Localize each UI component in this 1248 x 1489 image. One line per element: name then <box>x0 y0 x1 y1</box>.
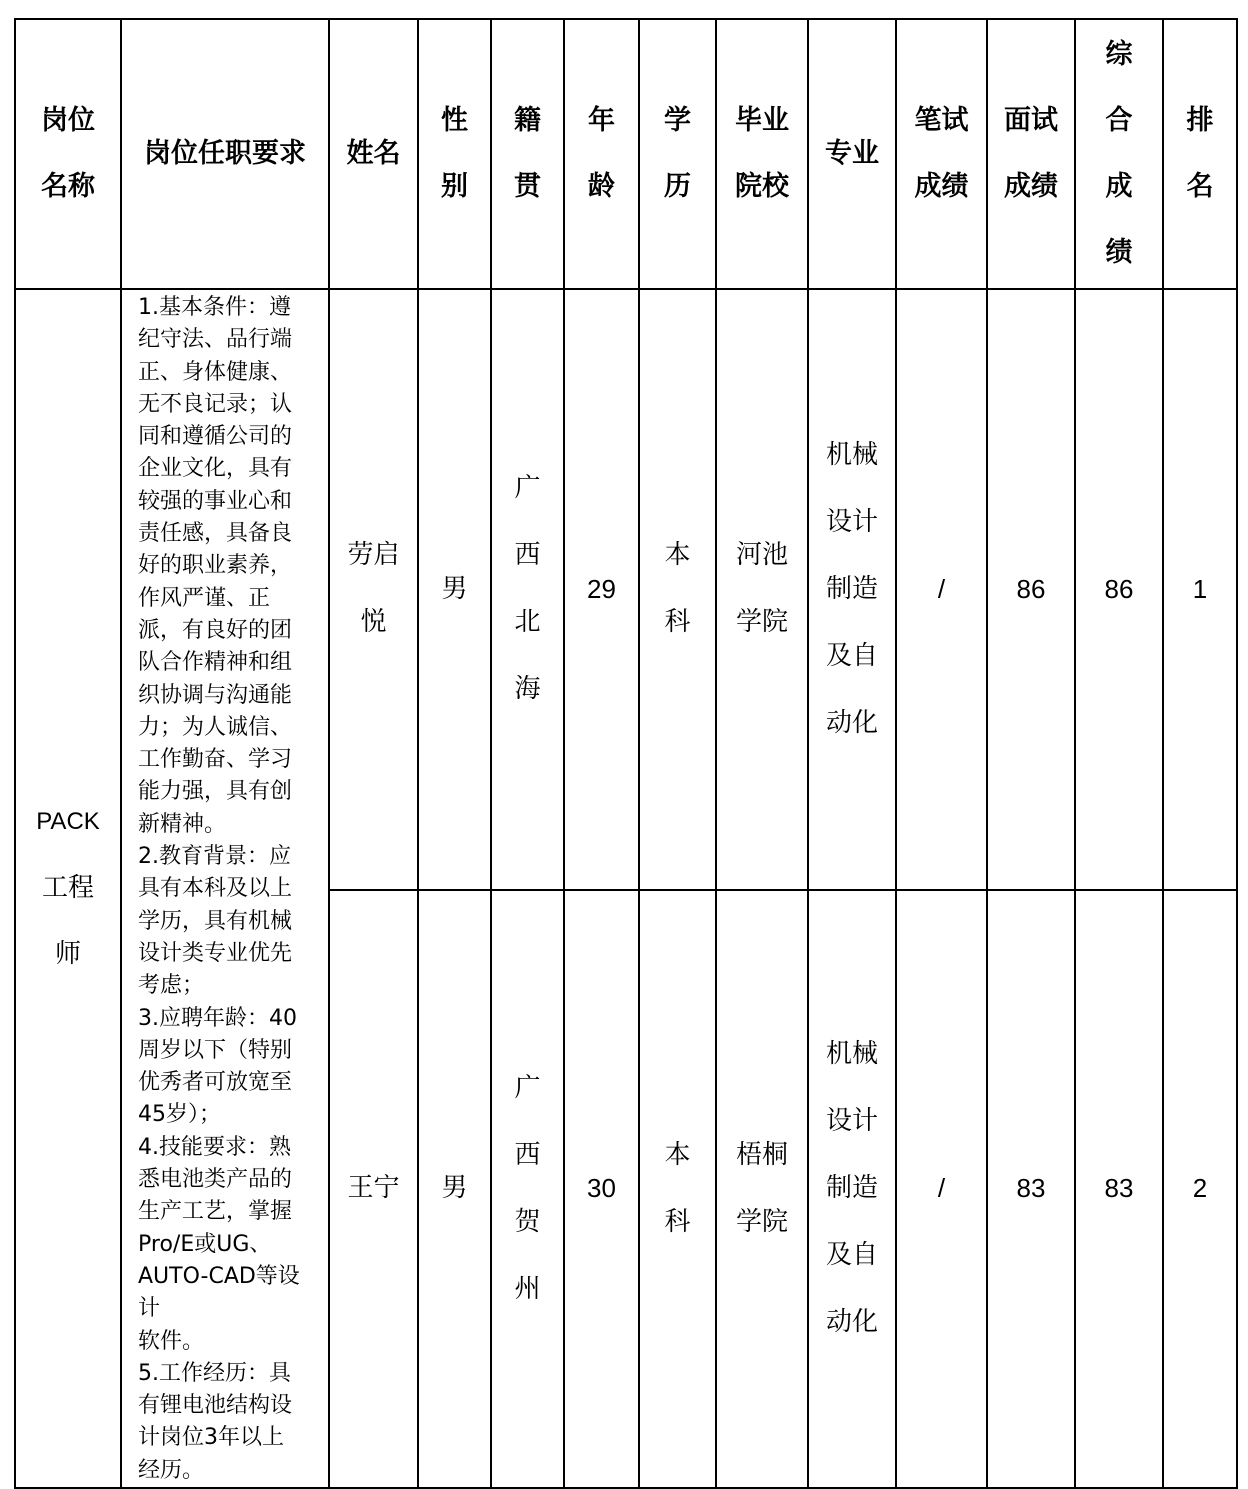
position-cell: PACK 工程 师 <box>15 289 121 1488</box>
header-row <box>15 19 1237 289</box>
candidate-school: 梧桐 学院 <box>716 890 808 1488</box>
candidate-native-place: 广 西 贺 州 <box>491 890 564 1488</box>
header-school: 毕业 院校 <box>716 19 808 289</box>
header-age: 年 龄 <box>564 19 639 289</box>
candidate-education: 本 科 <box>639 890 716 1488</box>
candidate-gender: 男 <box>418 890 491 1488</box>
header-education: 学 历 <box>639 19 716 289</box>
candidate-education: 本 科 <box>639 289 716 890</box>
header-native-place: 籍 贯 <box>491 19 564 289</box>
header-position: 岗位 名称 <box>15 19 121 289</box>
candidate-major: 机械 设计 制造 及自 动化 <box>808 289 896 890</box>
header-major: 专业 <box>808 19 896 289</box>
candidate-gender: 男 <box>418 289 491 890</box>
recruitment-results-table <box>14 18 1238 1489</box>
requirements-cell: 1.基本条件：遵 纪守法、品行端 正、身体健康、 无不良记录；认 同和遵循公司的 企业文化，具有 较强的事业心和 责任感，具备良 好的职业素养， 作风严谨、正 派，有良好的团 队合作精神和组 织协调与沟通能 力；为人诚信、 工作勤奋、学习 能力强，具有创 新精神。 2.教育背景：应 具有本科及以上 学历，具有机械 设计类专业优先 考虑； 3.应聘年龄：40 周岁以下（特别 优秀者可放宽至 45岁）； 4.技能要求：熟 悉电池类产品的 生产工艺，掌握 Pro/E或UG、 AUTO-CAD等设计 软件。 5.工作经历：具 有锂电池结构设 计岗位3年以上 经历。 <box>121 289 329 1488</box>
candidate-age: 29 <box>564 289 639 890</box>
candidate-rank: 1 <box>1163 289 1237 890</box>
candidate-written-score: / <box>896 890 987 1488</box>
header-name: 姓名 <box>329 19 418 289</box>
candidate-interview-score: 86 <box>987 289 1075 890</box>
candidate-name: 劳启 悦 <box>329 289 418 890</box>
table-row <box>15 289 1237 890</box>
candidate-major: 机械 设计 制造 及自 动化 <box>808 890 896 1488</box>
candidate-native-place: 广 西 北 海 <box>491 289 564 890</box>
header-written-score: 笔试 成绩 <box>896 19 987 289</box>
candidate-interview-score: 83 <box>987 890 1075 1488</box>
candidate-total-score: 86 <box>1075 289 1163 890</box>
candidate-name: 王宁 <box>329 890 418 1488</box>
candidate-written-score: / <box>896 289 987 890</box>
header-rank: 排 名 <box>1163 19 1237 289</box>
candidate-school: 河池 学院 <box>716 289 808 890</box>
candidate-total-score: 83 <box>1075 890 1163 1488</box>
candidate-rank: 2 <box>1163 890 1237 1488</box>
header-requirements: 岗位任职要求 <box>121 19 329 289</box>
candidate-age: 30 <box>564 890 639 1488</box>
header-interview-score: 面试 成绩 <box>987 19 1075 289</box>
header-gender: 性 别 <box>418 19 491 289</box>
header-total-score: 综 合 成 绩 <box>1075 19 1163 289</box>
